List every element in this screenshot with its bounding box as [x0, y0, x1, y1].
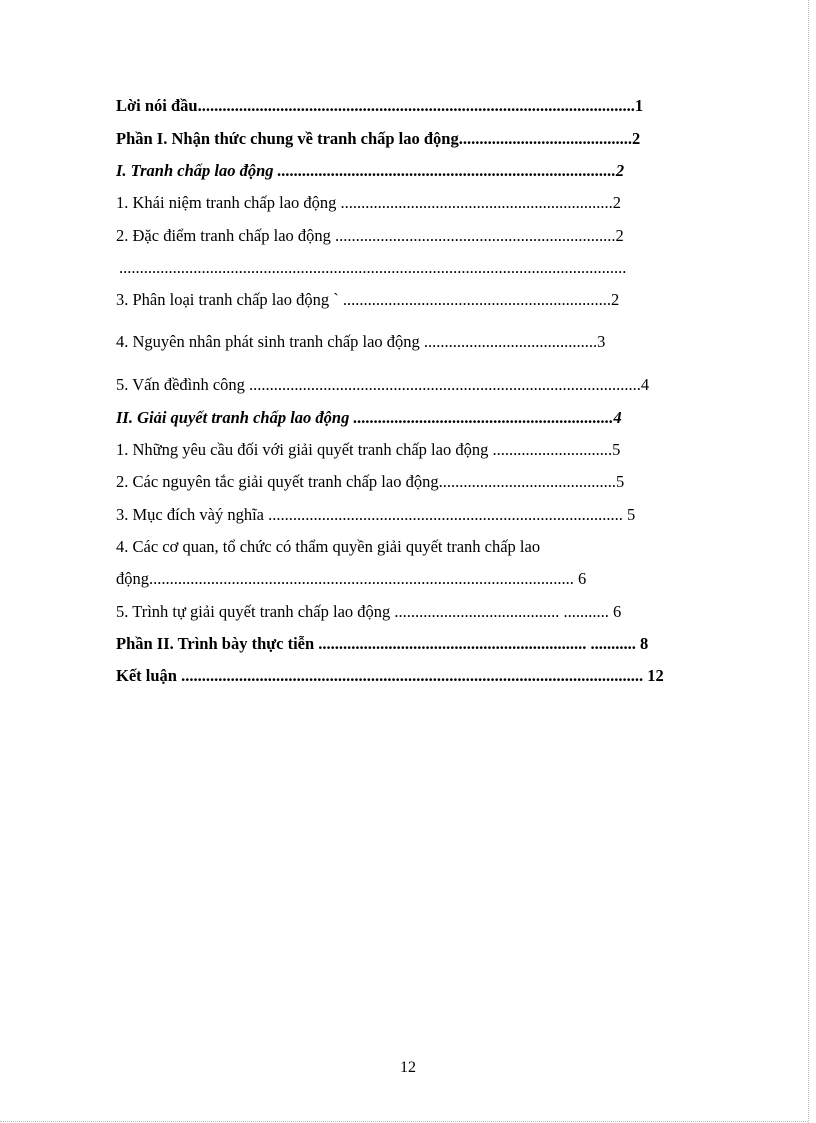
toc-entry: 5. Vấn đềđình công ...............................................................................................4: [116, 375, 650, 394]
toc-entry: II. Giải quyết tranh chấp lao động ...............................................................4: [116, 408, 622, 427]
toc-entry: 4. Nguyên nhân phát sinh tranh chấp lao động ..........................................3: [116, 332, 606, 351]
toc-entry: 3. Phân loại tranh chấp lao động ` .................................................................2: [116, 290, 620, 309]
toc-entry: Lời nói đầu..........................................................................................................1: [116, 96, 644, 115]
toc-entry: 4. Các cơ quan, tổ chức có thẩm quyền giải quyết tranh chấp lao: [116, 537, 541, 556]
toc-entry: 3. Mục đích vàý nghĩa ...................................................................................... 5: [116, 505, 636, 524]
toc-entry: ...........................................................................................................................: [119, 258, 627, 277]
page-edge-bottom: [0, 1121, 808, 1122]
toc-entry: 1. Những yêu cầu đối với giải quyết tranh chấp lao động .............................5: [116, 440, 621, 459]
toc-entry: Phần II. Trình bày thực tiễn ................................................................. ........... 8: [116, 634, 649, 653]
toc-entry: 1. Khái niệm tranh chấp lao động ..................................................................2: [116, 193, 622, 212]
toc-entry: Kết luận ................................................................................................................ 12: [116, 666, 664, 685]
page-edge-right: [808, 0, 809, 1123]
toc-entry: 2. Đặc điểm tranh chấp lao động ....................................................................2: [116, 226, 624, 245]
toc-entry: 2. Các nguyên tắc giải quyết tranh chấp lao động...........................................5: [116, 472, 625, 491]
toc-entry: 5. Trình tự giải quyết tranh chấp lao động ........................................ ........... 6: [116, 602, 622, 621]
toc-entry: Phần I. Nhận thức chung về tranh chấp lao động..........................................2: [116, 129, 641, 148]
toc-entry: động....................................................................................................... 6: [116, 569, 587, 588]
toc-entry: I. Tranh chấp lao động ..................................................................................2: [116, 161, 625, 180]
page-number: 12: [400, 1059, 416, 1076]
